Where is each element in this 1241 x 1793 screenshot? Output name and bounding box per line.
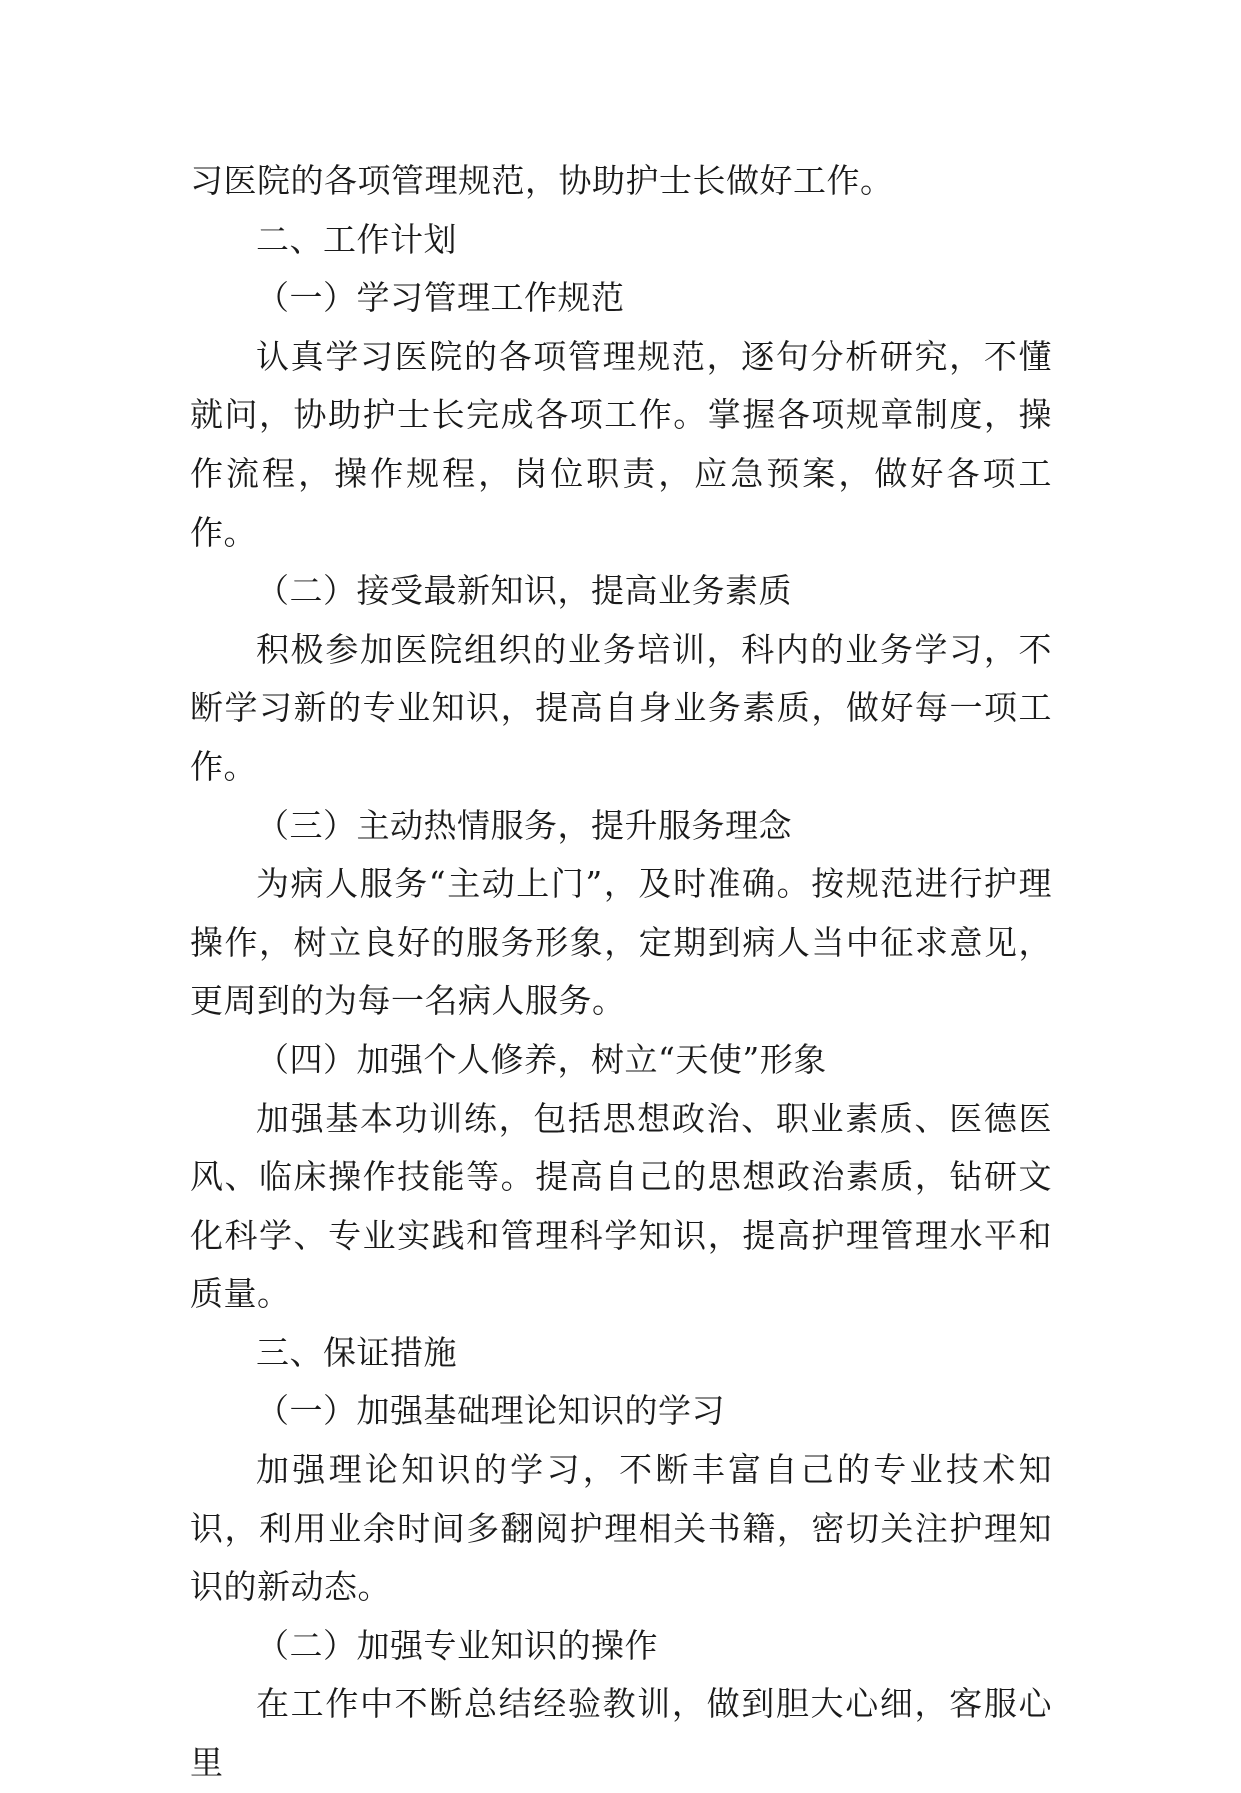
paragraph-study-management: 认真学习医院的各项管理规范，逐句分析研究，不懂就问，协助护士长完成各项工作。掌握各项规章制度，操作流程，操作规程，岗位职责，应急预案，做好各项工作。: [190, 336, 1052, 552]
subheading-study-management: （一）学习管理工作规范: [256, 278, 625, 318]
document-body: [190, 152, 1052, 1793]
subheading-new-knowledge: （二）接受最新知识，提高业务素质: [256, 571, 792, 611]
subheading-professional-practice: （二）加强专业知识的操作: [256, 1625, 658, 1665]
paragraph-service: 为病人服务“主动上门”，及时准确。按规范进行护理操作，树立良好的服务形象，定期到病人当中征求意见，更周到的为每一名病人服务。: [190, 864, 1052, 1021]
subheading-self-cultivation: （四）加强个人修养，树立“天使”形象: [256, 1039, 827, 1079]
paragraph-theory-study: 加强理论知识的学习，不断丰富自己的专业技术知识，利用业余时间多翻阅护理相关书籍，密切关注护理知识的新动态。: [190, 1450, 1052, 1607]
subheading-service: （三）主动热情服务，提升服务理念: [256, 805, 792, 845]
paragraph-continuation: 习医院的各项管理规范，协助护士长做好工作。: [190, 161, 894, 200]
paragraph-self-cultivation: 加强基本功训练，包括思想政治、职业素质、医德医风、临床操作技能等。提高自己的思想政治素质，钻研文化科学、专业实践和管理科学知识，提高护理管理水平和质量。: [190, 1098, 1052, 1314]
paragraph-professional-practice: 在工作中不断总结经验教训，做到胆大心细，客服心里: [190, 1684, 1052, 1783]
section-heading-measures: 三、保证措施: [256, 1332, 457, 1372]
paragraph-new-knowledge: 积极参加医院组织的业务培训，科内的业务学习，不断学习新的专业知识，提高自身业务素质，做好每一项工作。: [190, 629, 1052, 786]
subheading-theory-study: （一）加强基础理论知识的学习: [256, 1391, 725, 1431]
section-heading-work-plan: 二、工作计划: [256, 219, 457, 259]
